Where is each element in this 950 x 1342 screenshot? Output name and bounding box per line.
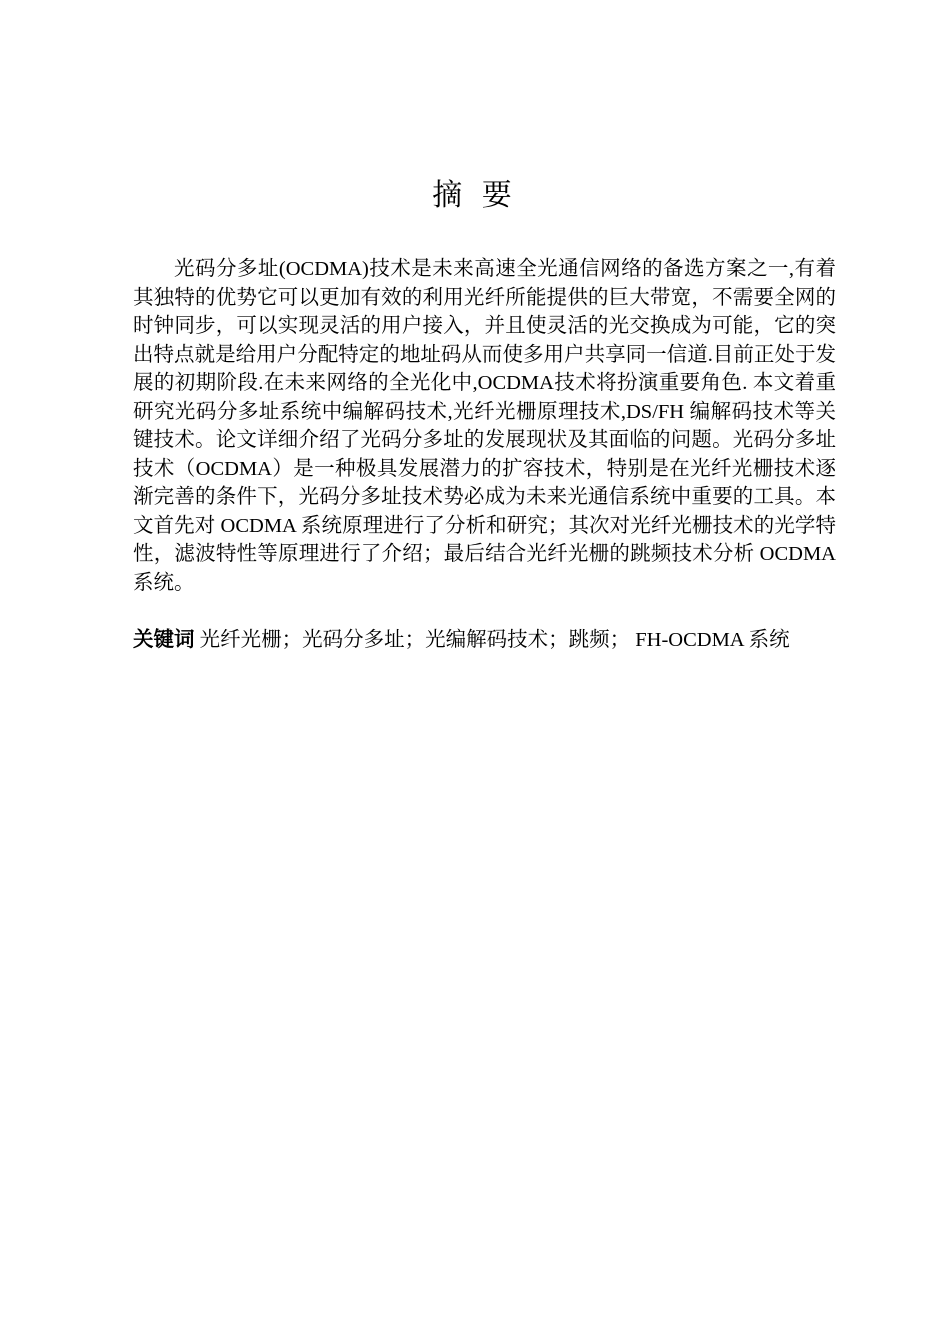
keywords-text: 光纤光栅；光码分多址；光编解码技术；跳频； FH-OCDMA 系统 [194,629,790,651]
keywords-line [133,626,836,655]
abstract-paragraph: 光码分多址(OCDMA)技术是未来高速全光通信网络的备选方案之一,有着其独特的优势它可以更加有效的利用光纤所能提供的巨大带宽，不需要全网的时钟同步，可以实现灵活的用户接入，并且使灵活的光交换成为可能，它的突出特点就是给用户分配特定的地址码从而使多用户共享同一信道.目前正处于发展的初期阶段.在未来网络的全光化中,OCDMA技术将扮演重要角色. 本文着重研究光码分多址系统中编解码技术,光纤光栅原理技术,DS/FH 编解码技术等关键技术。论文详细介绍了光码分多址的发展现状及其面临的问题。光码分多址技术（OCDMA）是一种极具发展潜力的扩容技术，特别是在光纤光栅技术逐渐完善的条件下，光码分多址技术势必成为未来光通信系统中重要的工具。本文首先对 OCDMA 系统原理进行了分析和研究；其次对光纤光栅技术的光学特性，滤波特性等原理进行了介绍；最后结合光纤光栅的跳频技术分析 OCDMA 系统。 [133,258,836,594]
keywords-label: 关键词 [133,629,195,651]
page-title: 摘 要 [432,179,518,212]
